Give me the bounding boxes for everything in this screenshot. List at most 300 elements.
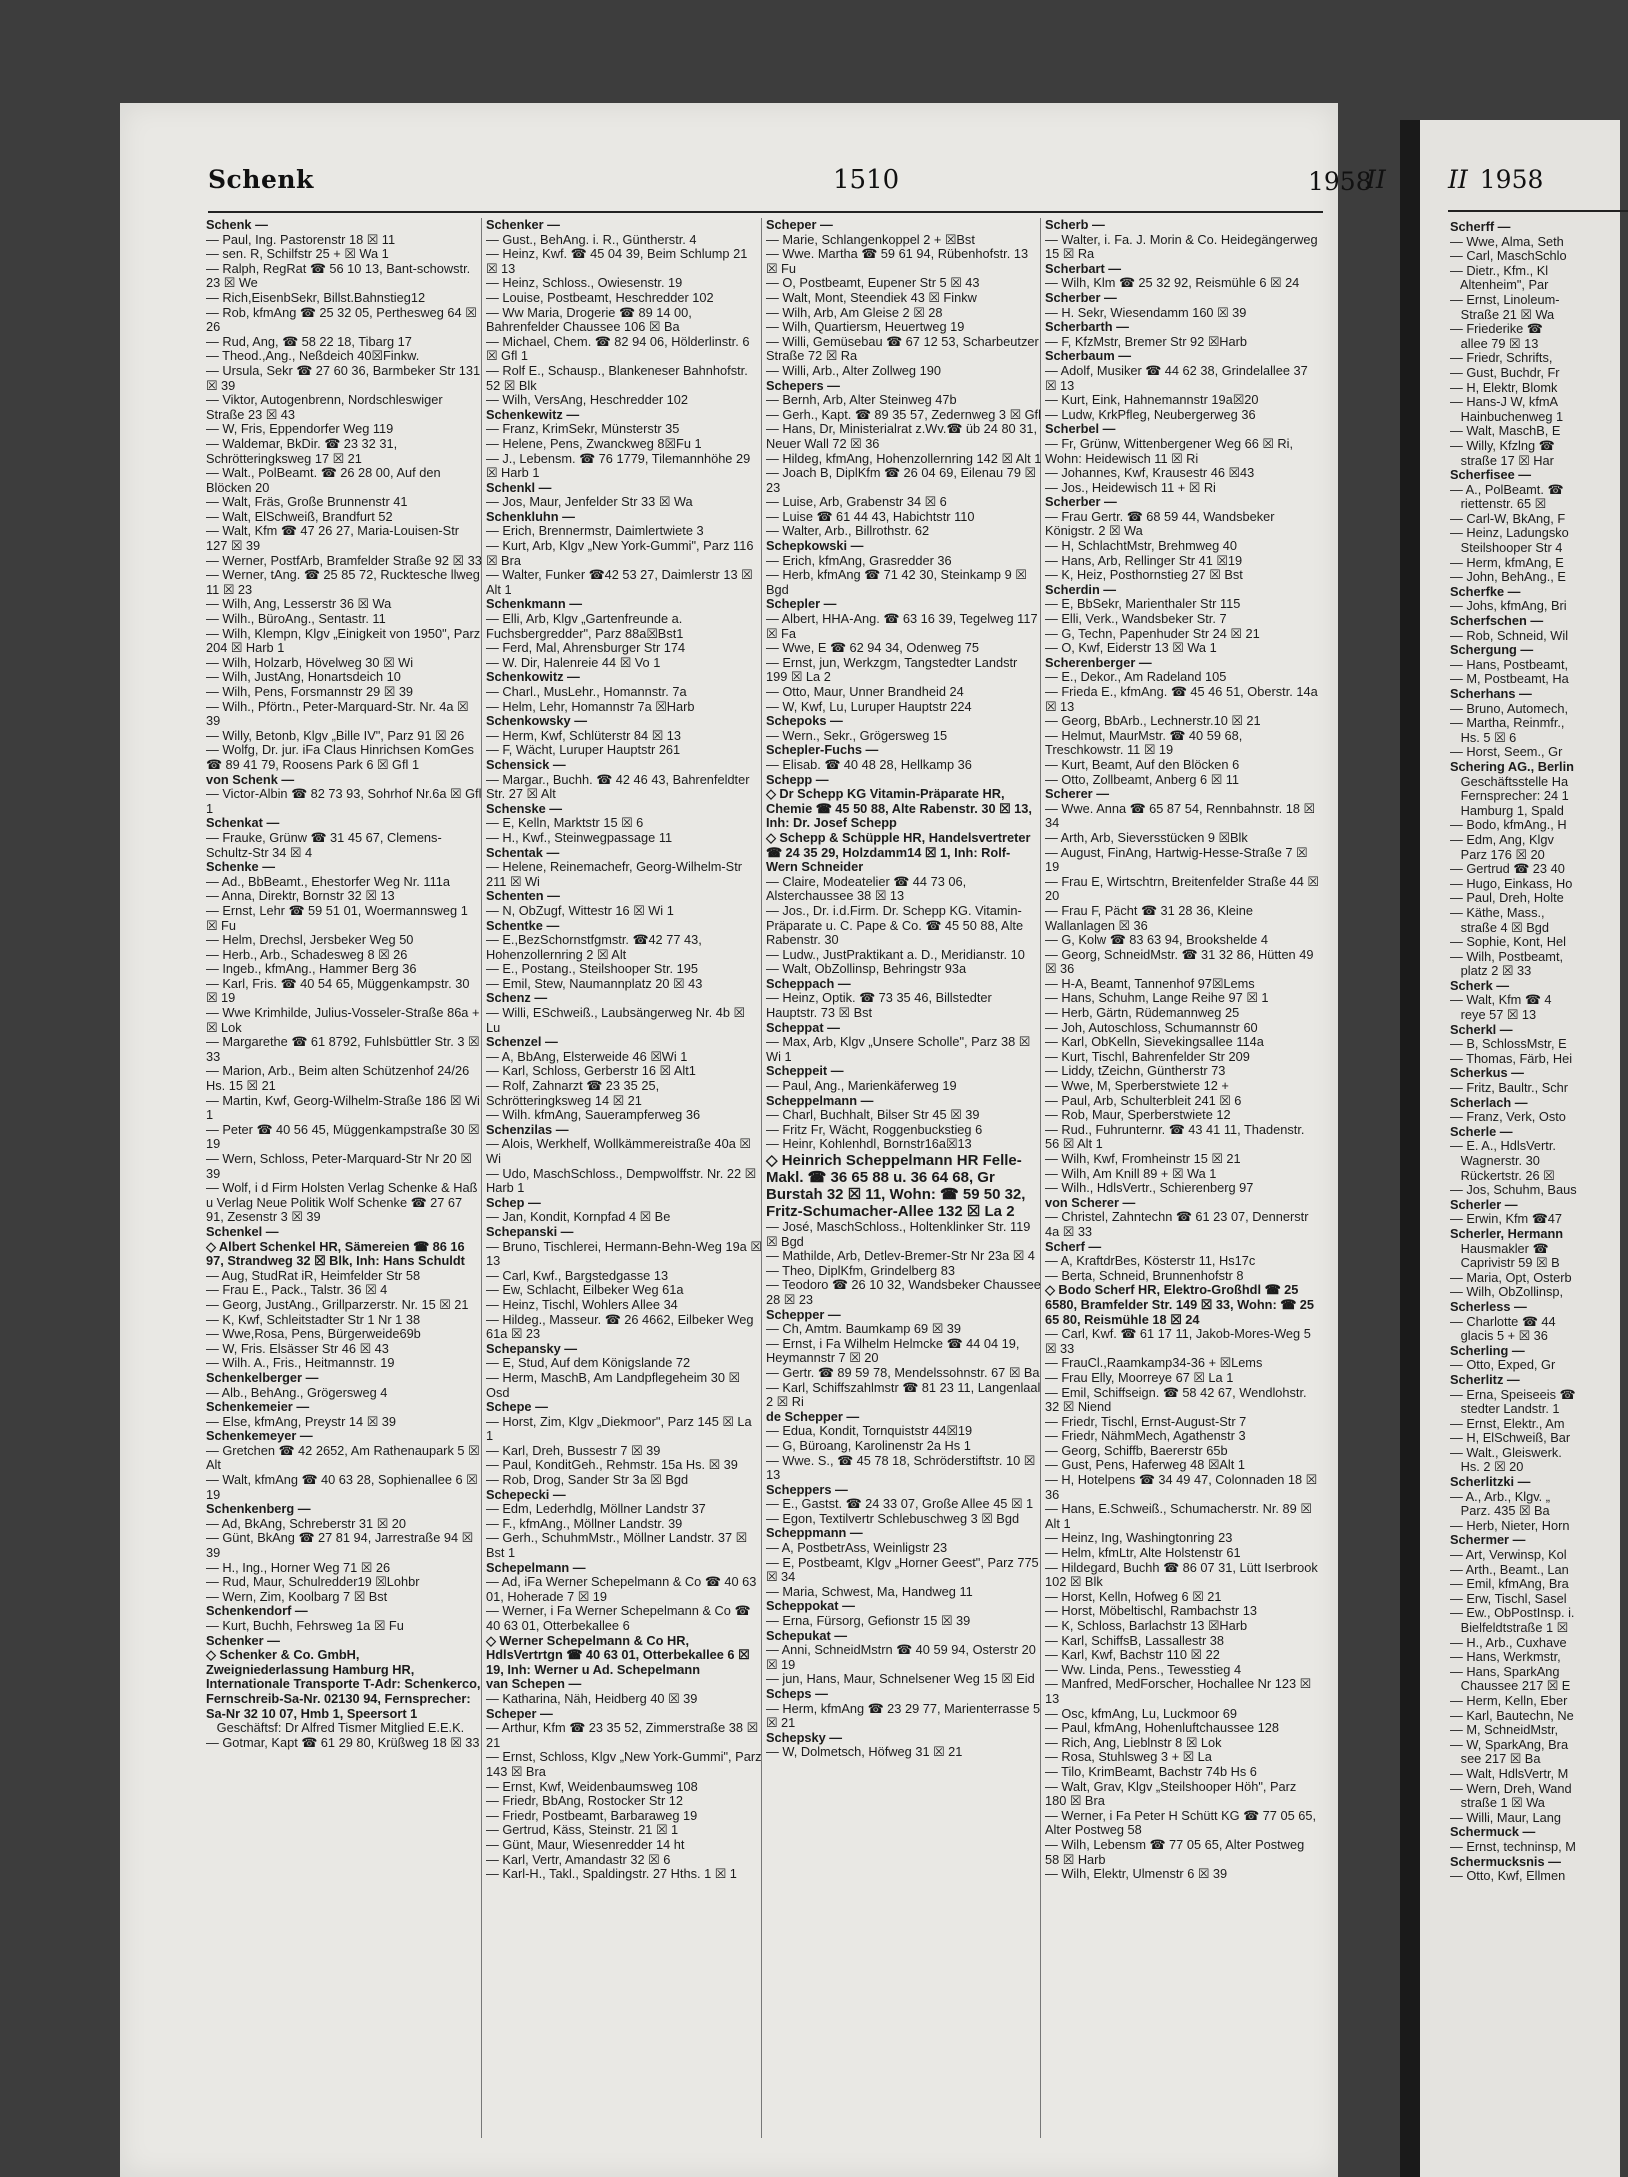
directory-entry: — Wwe. Anna ☎ 65 87 54, Rennbahnstr. 18 ☒ 34 bbox=[1045, 800, 1319, 831]
directory-entry: Scherb — bbox=[1045, 217, 1105, 232]
directory-entry: Scherer — bbox=[1045, 786, 1110, 802]
directory-entry: — Walt, HdlsVertr, M bbox=[1450, 1765, 1569, 1781]
directory-entry: Scherber — bbox=[1045, 289, 1117, 305]
directory-entry: — Karl, Kwf, Bachstr 110 ☒ 22 bbox=[1045, 1647, 1220, 1663]
directory-entry: — Hildegard, Buchh ☎ 86 07 31, Lütt Iserbrook 102 ☒ Blk bbox=[1045, 1559, 1322, 1590]
directory-entry: — Wilh., Pförtn., Peter-Marquard-Str. Nr. 4a ☒ 39 bbox=[206, 698, 473, 729]
directory-entry: — Georg, BbArb., Lechnerstr.10 ☒ 21 bbox=[1045, 713, 1261, 729]
directory-entry: — B, SchlossMstr, E bbox=[1450, 1036, 1567, 1052]
directory-entry: — Willi, Gemüsebau ☎ 67 12 53, Scharbeutzer Straße 72 ☒ Ra bbox=[766, 333, 1043, 364]
directory-entry: ◇ Werner Schepelmann & Co HR, HdlsVertrtgn ☎ 40 63 01, Otterbekallee 6 ☒ 19, Inh: Werner u Ad. Schepelmann bbox=[486, 1632, 754, 1677]
directory-entry: — Rolf E., Schausp., Blankeneser Bahnhofstr. 52 ☒ Blk bbox=[486, 362, 752, 393]
directory-entry: stedter Landstr. 1 bbox=[1450, 1401, 1560, 1417]
directory-entry: — Helmut, MaurMstr. ☎ 40 59 68, Treschkowstr. 11 ☒ 19 bbox=[1045, 727, 1246, 758]
directory-entry: — Walt, Fräs, Große Brunnenstr 41 bbox=[206, 494, 408, 510]
directory-entry: — Wern., Sekr., Grögersweg 15 bbox=[766, 727, 948, 743]
directory-entry: — Herb., Arb., Schadesweg 8 ☒ 26 bbox=[206, 946, 408, 962]
directory-entry: — Wilh, Quartiersm, Heuertweg 19 bbox=[766, 319, 965, 335]
directory-entry: — Wern, Zim, Koolbarg 7 ☒ Bst bbox=[206, 1588, 388, 1604]
directory-entry: — Frauke, Grünw ☎ 31 45 67, Clemens-Schultz-Str 34 ☒ 4 bbox=[206, 829, 442, 860]
directory-entry: — Heinz, Kwf. ☎ 45 04 39, Beim Schlump 21 ☒ 13 bbox=[486, 246, 751, 276]
directory-entry: — H. Sekr, Wiesendamm 160 ☒ 39 bbox=[1045, 304, 1247, 320]
directory-entry: — Emil, Stew, Naumannplatz 20 ☒ 43 bbox=[486, 975, 703, 991]
directory-entry: — Ad, BkAng, Schreberstr 31 ☒ 20 bbox=[206, 1515, 406, 1531]
directory-entry: — Ludw., JustPraktikant a. D., Meridianstr. 10 bbox=[766, 946, 1025, 962]
directory-entry: — John, BehAng., E bbox=[1450, 569, 1566, 585]
directory-entry: Scherff — bbox=[1450, 219, 1511, 234]
page-year: 1958 bbox=[1308, 167, 1372, 196]
directory-entry: Schering AG., Berlin bbox=[1450, 758, 1574, 774]
directory-entry: straße 1 ☒ Wa bbox=[1450, 1795, 1545, 1811]
directory-entry: — Michael, Chem. ☎ 82 94 06, Hölderlinstr. 6 ☒ Gfl 1 bbox=[486, 333, 754, 364]
directory-entry: — Edm, Ang, Klgv bbox=[1450, 831, 1554, 847]
directory-entry: — Arth, Arb, Sieversstücken 9 ☒Blk bbox=[1045, 829, 1248, 845]
directory-entry: — Berta, Schneid, Brunnenhofstr 8 bbox=[1045, 1267, 1244, 1283]
directory-entry: Scherfisee — bbox=[1450, 467, 1532, 483]
directory-entry: — Carl, MaschSchlo bbox=[1450, 248, 1567, 264]
directory-entry: Scherlitz — bbox=[1450, 1371, 1520, 1387]
directory-entry: von Schenk — bbox=[206, 771, 295, 787]
directory-entry: — Walt, MaschB, E bbox=[1450, 423, 1561, 439]
directory-entry: — Udo, MaschSchloss., Dempwolffstr. Nr. 22 ☒ Harb 1 bbox=[486, 1165, 760, 1196]
directory-entry: — Georg, JustAng., Grillparzerstr. Nr. 15 ☒ 21 bbox=[206, 1296, 469, 1312]
directory-entry: — H, Hotelpens ☎ 34 49 47, Colonnaden 18 ☒ 36 bbox=[1045, 1472, 1321, 1502]
directory-entry: — Frau Elly, Moorreye 67 ☒ La 1 bbox=[1045, 1369, 1234, 1385]
directory-entry: Schenkewitz — bbox=[486, 406, 580, 422]
directory-entry: — Rich,EisenbSekr, Billst.Bahnstieg12 bbox=[206, 289, 426, 305]
directory-entry: — A, PostbetrAss, Weinligstr 23 bbox=[766, 1540, 948, 1556]
directory-entry: — Jos., Heidewisch 11 + ☒ Ri bbox=[1045, 479, 1216, 495]
directory-entry: — M, Postbeamt, Ha bbox=[1450, 671, 1569, 687]
directory-entry: — Waldemar, BkDir. ☎ 23 32 31, Schrötteringksweg 17 ☒ 21 bbox=[206, 435, 401, 466]
directory-entry: — Wilh, Kwf, Fromheinstr 15 ☒ 21 bbox=[1045, 1151, 1241, 1166]
directory-entry: van Schepen — bbox=[486, 1676, 582, 1692]
directory-entry: — G, Techn, Papenhuder Str 24 ☒ 21 bbox=[1045, 625, 1260, 641]
directory-entry: Chaussee 217 ☒ E bbox=[1450, 1678, 1571, 1694]
directory-entry: — Wwe,Rosa, Pens, Bürgerweide69b bbox=[206, 1326, 421, 1342]
directory-entry: — Friedr, Schrifts, bbox=[1450, 350, 1553, 366]
directory-entry: — Friedr, Postbeamt, Barbaraweg 19 bbox=[486, 1807, 698, 1823]
directory-entry: Schep — bbox=[486, 1194, 541, 1210]
directory-entry: — Heinz, Ing, Washingtonring 23 bbox=[1045, 1530, 1233, 1546]
directory-entry: — H., Kwf., Steinwegpassage 11 bbox=[486, 829, 673, 845]
directory-entry: — M, SchneidMstr, bbox=[1450, 1722, 1559, 1738]
directory-entry: — A, KraftdrBes, Kösterstr 11, Hs17c bbox=[1045, 1253, 1256, 1269]
directory-entry: — Kurt, Tischl, Bahrenfelder Str 209 bbox=[1045, 1048, 1250, 1064]
directory-entry: — Horst, Seem., Gr bbox=[1450, 744, 1563, 760]
directory-entry: — Heinz, Schloss., Owiesenstr. 19 bbox=[486, 275, 683, 291]
directory-entry: — Walter, i. Fa. J. Morin & Co. Heidegängerweg 15 ☒ Ra bbox=[1045, 231, 1322, 262]
directory-entry: Schepler-Fuchs — bbox=[766, 742, 879, 758]
directory-entry: Schenkowitz — bbox=[486, 669, 580, 685]
directory-entry: — Joh, Autoschloss, Schumannstr 60 bbox=[1045, 1019, 1258, 1035]
directory-entry: — Albert, HHA-Ang. ☎ 63 16 39, Tegelweg 117 ☒ Fa bbox=[766, 611, 1042, 641]
directory-entry: — Hildeg., Masseur. ☎ 26 4662, Eilbeker Weg 61a ☒ 23 bbox=[486, 1311, 758, 1342]
directory-entry: — Günt, Maur, Wiesenredder 14 ht bbox=[486, 1836, 685, 1852]
directory-entry: — Wilh, Postbeamt, bbox=[1450, 948, 1564, 964]
directory-entry: — Edua, Kondit, Tornquiststr 44☒19 bbox=[766, 1423, 973, 1439]
directory-entry: — Claire, Modeatelier ☎ 44 73 06, Alsterchaussee 38 ☒ 13 bbox=[766, 873, 970, 904]
directory-entry: — Wilh, Holzarb, Hövelweg 30 ☒ Wi bbox=[206, 654, 414, 670]
directory-entry: Scherdin — bbox=[1045, 581, 1117, 597]
directory-entry: — Gust, Pens, Haferweg 48 ☒Alt 1 bbox=[1045, 1457, 1245, 1473]
directory-entry: — Ew, Schlacht, Eilbeker Weg 61a bbox=[486, 1282, 684, 1298]
directory-entry: — Anna, Direktr, Bornstr 32 ☒ 13 bbox=[206, 888, 395, 904]
directory-entry: — Peter ☎ 40 56 45, Müggenkampstraße 30 ☒ 19 bbox=[206, 1121, 484, 1152]
page-volume: II bbox=[1366, 165, 1386, 194]
directory-entry: Scheppokat — bbox=[766, 1598, 855, 1614]
directory-entry: Hs. 5 ☒ 6 bbox=[1450, 729, 1517, 745]
directory-entry: — Herm, MaschB, Am Landpflegeheim 30 ☒ Osd bbox=[486, 1369, 744, 1400]
directory-entry: — Carl, Kwf. ☎ 61 17 11, Jakob-Mores-Weg 5 ☒ 33 bbox=[1045, 1326, 1315, 1356]
directory-entry: — Heinz, Tischl, Wohlers Allee 34 bbox=[486, 1296, 678, 1312]
directory-entry: — G, Kolw ☎ 83 63 94, Brookshelde 4 bbox=[1045, 932, 1268, 948]
directory-entry: — Rob, Maur, Sperberstwiete 12 bbox=[1045, 1107, 1231, 1123]
directory-entry: Schenk — bbox=[206, 217, 268, 232]
directory-entry: von Scherer — bbox=[1045, 1194, 1136, 1210]
directory-entry: — Victor-Albin ☎ 82 73 93, Sohrhof Nr.6a ☒ Gfl 1 bbox=[206, 786, 485, 816]
directory-entry: — F, KfzMstr, Bremer Str 92 ☒Harb bbox=[1045, 333, 1248, 349]
directory-entry: — Louise, Postbeamt, Heschredder 102 bbox=[486, 289, 714, 305]
directory-entry: — Rob, Schneid, Wil bbox=[1450, 627, 1569, 643]
directory-entry: — Paul, Arb, Schulterbleit 241 ☒ 6 bbox=[1045, 1092, 1242, 1108]
directory-entry: — O, Kwf, Eiderstr 13 ☒ Wa 1 bbox=[1045, 640, 1217, 656]
directory-entry: — Wilh., BüroAng., Sentastr. 11 bbox=[206, 611, 386, 627]
directory-entry: ◇ Albert Schenkel HR, Sämereien ☎ 86 16 97, Strandweg 32 ☒ Blk, Inh: Hans Schuldt bbox=[206, 1238, 469, 1269]
directory-entry: — E. A., HdlsVertr. bbox=[1450, 1138, 1556, 1154]
directory-entry: — jun, Hans, Maur, Schnelsener Weg 15 ☒ Eid bbox=[766, 1671, 1035, 1687]
directory-entry: — Wilh, Pens, Forsmannstr 29 ☒ 39 bbox=[206, 684, 414, 699]
directory-entry: — Willi, Maur, Lang bbox=[1450, 1809, 1561, 1825]
directory-entry: Scherfschen — bbox=[1450, 613, 1544, 629]
directory-entry: — Helene, Pens, Zwanckweg 8☒Fu 1 bbox=[486, 435, 702, 451]
directory-entry: — Gerh., Kapt. ☎ 89 35 57, Zedernweg 3 ☒ Gfl bbox=[766, 406, 1041, 422]
directory-entry: Schepers — bbox=[766, 377, 840, 393]
directory-entry: — Art, Verwinsp, Kol bbox=[1450, 1547, 1567, 1563]
directory-entry: — Ursula, Sekr ☎ 27 60 36, Barmbeker Str 131 ☒ 39 bbox=[206, 362, 484, 393]
directory-entry: — Fritz Fr, Wächt, Roggenbuckstieg 6 bbox=[766, 1121, 983, 1137]
directory-entry: platz 2 ☒ 33 bbox=[1450, 963, 1532, 979]
directory-entry: — Else, kfmAng, Preystr 14 ☒ 39 bbox=[206, 1413, 396, 1429]
directory-entry: — Martha, Reinmfr., bbox=[1450, 715, 1565, 731]
directory-entry: Scherbaum — bbox=[1045, 348, 1132, 364]
directory-entry: — Frau E., Pack., Talstr. 36 ☒ 4 bbox=[206, 1282, 388, 1298]
directory-entry: — A., Arb., Klgv. „ bbox=[1450, 1488, 1551, 1504]
directory-entry: Schepe — bbox=[486, 1399, 548, 1415]
directory-entry: — Margarethe ☎ 61 8792, Fuhlsbüttler Str. 3 ☒ 33 bbox=[206, 1034, 484, 1064]
directory-entry: — Wwe. Martha ☎ 59 61 94, Rübenhofstr. 13 ☒ Fu bbox=[766, 246, 1032, 276]
directory-entry: — Viktor, Autogenbrenn, Nordschleswiger Straße 23 ☒ 43 bbox=[206, 392, 447, 422]
directory-entry: — K, Kwf, Schleitstadter Str 1 Nr 1 38 bbox=[206, 1311, 421, 1327]
directory-entry: — Rud., Fuhrunternr. ☎ 43 41 11, Thadenstr. 56 ☒ Alt 1 bbox=[1045, 1121, 1309, 1152]
directory-entry: — Mathilde, Arb, Detlev-Bremer-Str Nr 23a ☒ 4 bbox=[766, 1248, 1035, 1264]
directory-entry: Scherk — bbox=[1450, 977, 1510, 993]
directory-entry: — Erna, Fürsorg, Gefionstr 15 ☒ 39 bbox=[766, 1613, 971, 1629]
directory-entry: — Rich, Ang, Lieblnstr 8 ☒ Lok bbox=[1045, 1734, 1222, 1750]
directory-entry: Scherkl — bbox=[1450, 1021, 1513, 1037]
directory-entry: — Otto, Maur, Unner Brandheid 24 bbox=[766, 684, 964, 699]
directory-entry: Steilshooper Str 4 bbox=[1450, 540, 1563, 556]
directory-entry: Straße 21 ☒ Wa bbox=[1450, 306, 1555, 322]
directory-entry: allee 79 ☒ 13 bbox=[1450, 335, 1539, 351]
directory-entry: — Jos, Schuhm, Baus bbox=[1450, 1182, 1577, 1198]
directory-entry: Schepecki — bbox=[486, 1486, 566, 1502]
directory-entry: — Gertrud, Käss, Steinstr. 21 ☒ 1 bbox=[486, 1822, 679, 1838]
directory-entry: Schenkmann — bbox=[486, 596, 583, 612]
directory-entry: — Maria, Schwest, Ma, Handweg 11 bbox=[766, 1583, 973, 1599]
directory-entry: — Wilh., HdlsVertr., Schierenberg 97 bbox=[1045, 1180, 1254, 1196]
directory-entry: — Werner, i Fa Peter H Schütt KG ☎ 77 05 65, Alter Postweg 58 bbox=[1045, 1807, 1319, 1838]
directory-entry: — Hans, Werkmstr, bbox=[1450, 1649, 1561, 1665]
directory-entry: Schepanski — bbox=[486, 1223, 574, 1239]
directory-entry: Schenke — bbox=[206, 859, 275, 875]
directory-entry: Schermer — bbox=[1450, 1532, 1526, 1548]
directory-entry: Schentke — bbox=[486, 917, 560, 933]
directory-entry: — Paul, kfmAng, Hohenluftchaussee 128 bbox=[1045, 1720, 1280, 1736]
directory-entry: — Charl, Buchhalt, Bilser Str 45 ☒ 39 bbox=[766, 1107, 980, 1123]
directory-entry: — Arthur, Kfm ☎ 23 35 52, Zimmerstraße 38 ☒ 21 bbox=[486, 1720, 762, 1750]
directory-entry: Scherbart — bbox=[1045, 260, 1122, 276]
directory-entry: — Wilh, Ang, Lesserstr 36 ☒ Wa bbox=[206, 596, 392, 612]
directory-entry: — Käthe, Mass., bbox=[1450, 904, 1545, 920]
directory-entry: — H, ElSchweiß, Bar bbox=[1450, 1430, 1571, 1446]
directory-entry: — Wern, Schloss, Peter-Marquard-Str Nr 20 ☒ 39 bbox=[206, 1151, 476, 1181]
directory-entry: — Wilh, ObZollinsp, bbox=[1450, 1284, 1564, 1300]
directory-entry: — E, Kelln, Marktstr 15 ☒ 6 bbox=[486, 815, 644, 831]
directory-entry: — Wolfg, Dr. jur. iFa Claus Hinrichsen KomGes ☎ 89 41 79, Roosens Park 6 ☒ Gfl 1 bbox=[206, 742, 478, 772]
directory-entry: — W, Fris, Eppendorfer Weg 119 bbox=[206, 421, 394, 437]
directory-entry: — Wwe, M, Sperberstwiete 12 + bbox=[1045, 1078, 1229, 1094]
directory-entry: — Egon, Textilvertr Schlebuschweg 3 ☒ Bgd bbox=[766, 1510, 1020, 1526]
directory-entry: — Walt, Kfm ☎ 47 26 27, Maria-Louisen-Str 127 ☒ 39 bbox=[206, 523, 463, 554]
directory-entry: — E, BbSekr, Marienthaler Str 115 bbox=[1045, 596, 1241, 612]
directory-entry: — Willi, Arb., Alter Zollweg 190 bbox=[766, 362, 941, 378]
directory-column-2 bbox=[486, 217, 766, 2158]
directory-entry: — Willy, Betonb, Klgv „Bille IV", Parz 91 ☒ 26 bbox=[206, 727, 465, 743]
directory-entry: — Hugo, Einkass, Ho bbox=[1450, 875, 1573, 891]
directory-entry: Scherkus — bbox=[1450, 1065, 1524, 1081]
directory-entry: — Walt, Mont, Steendiek 43 ☒ Finkw bbox=[766, 289, 977, 305]
directory-entry: — E, Stud, Auf dem Königslande 72 bbox=[486, 1355, 691, 1371]
directory-entry: — Rud, Ang, ☎ 58 22 18, Tibarg 17 bbox=[206, 333, 412, 349]
directory-entry: — Georg, SchneidMstr. ☎ 31 32 86, Hütten 49 ☒ 36 bbox=[1045, 946, 1318, 977]
right-page-volume: II bbox=[1448, 165, 1468, 194]
directory-entry: — E, Postbeamt, Klgv „Horner Geest", Parz 775 ☒ 34 bbox=[766, 1554, 1043, 1585]
directory-entry: — Helm, kfmLtr, Alte Holstenstr 61 bbox=[1045, 1545, 1241, 1561]
directory-entry: Parz. 435 ☒ Ba bbox=[1450, 1503, 1550, 1519]
directory-entry: — Paul, Ing. Pastorenstr 18 ☒ 11 bbox=[206, 231, 396, 247]
directory-entry: — Friedr, Tischl, Ernst-August-Str 7 bbox=[1045, 1413, 1247, 1429]
directory-entry: — Otto, Kwf, Ellmen bbox=[1450, 1868, 1566, 1884]
directory-entry: Geschäftsf: Dr Alfred Tismer Mitglied E.E.K. bbox=[206, 1720, 465, 1736]
directory-entry: — Elli, Verk., Wandsbeker Str. 7 bbox=[1045, 611, 1227, 627]
directory-entry: — Gotmar, Kapt ☎ 61 29 80, Krüßweg 18 ☒ 33 bbox=[206, 1734, 480, 1750]
directory-entry: — Karl, Dreh, Bussestr 7 ☒ 39 bbox=[486, 1442, 661, 1458]
directory-entry: ◇ Bodo Scherf HR, Elektro-Großhdl ☎ 25 6580, Bramfelder Str. 149 ☒ 33, Wohn: ☎ 25 65 80, Reismühle 18 ☒ 24 bbox=[1045, 1282, 1318, 1327]
directory-entry: — H, SchlachtMstr, Brehmweg 40 bbox=[1045, 538, 1238, 554]
directory-entry: — H, Elektr, Blomk bbox=[1450, 379, 1558, 395]
directory-entry: Schepkowski — bbox=[766, 538, 864, 554]
directory-entry: riettenstr. 65 ☒ bbox=[1450, 496, 1547, 512]
directory-entry: Schenten — bbox=[486, 888, 560, 904]
directory-entry: Geschäftsstelle Ha bbox=[1450, 773, 1569, 789]
directory-entry: — Werner, i Fa Werner Schepelmann & Co ☎ 40 63 01, Otterbekallee 6 bbox=[486, 1603, 754, 1633]
directory-entry: — Wern, Dreh, Wand bbox=[1450, 1780, 1572, 1796]
directory-entry: — Friedr, BbAng, Rostocker Str 12 bbox=[486, 1793, 684, 1809]
directory-entry: Scheps — bbox=[766, 1686, 828, 1701]
directory-entry: — Wwe, Alma, Seth bbox=[1450, 233, 1564, 249]
directory-entry: Scheper — bbox=[766, 217, 833, 232]
directory-entry: — Walt, kfmAng ☎ 40 63 28, Sophienallee 6 ☒ 19 bbox=[206, 1472, 482, 1502]
directory-entry: — W, Kwf, Lu, Luruper Hauptstr 224 bbox=[766, 698, 972, 714]
directory-entry: glacis 5 + ☒ 36 bbox=[1450, 1328, 1548, 1344]
directory-entry: Schentak — bbox=[486, 844, 560, 860]
directory-entry: — Frau E, Wirtschtrn, Breitenfelder Straße 44 ☒ 20 bbox=[1045, 873, 1323, 904]
directory-entry: Scheppelmann — bbox=[766, 1092, 874, 1108]
directory-entry: — Maria, Opt, Osterb bbox=[1450, 1269, 1572, 1285]
directory-entry: — Johannes, Kwf, Krausestr 46 ☒43 bbox=[1045, 465, 1255, 481]
directory-entry: — Alois, Werkhelf, Wollkämmereistraße 40a ☒ Wi bbox=[486, 1136, 755, 1166]
right-page-year: 1958 bbox=[1479, 165, 1544, 194]
directory-entry: — N, ObZugf, Wittestr 16 ☒ Wi 1 bbox=[486, 902, 674, 918]
directory-entry: — Liddy, tZeichn, Güntherstr 73 bbox=[1045, 1063, 1226, 1079]
directory-entry: — August, FinAng, Hartwig-Hesse-Straße 7 ☒ 19 bbox=[1045, 844, 1312, 875]
directory-entry: — Herb, Nieter, Horn bbox=[1450, 1517, 1570, 1533]
directory-entry: — Wilh, Klm ☎ 25 32 92, Reismühle 6 ☒ 24 bbox=[1045, 275, 1300, 291]
directory-entry: — Ernst, i Fa Wilhelm Helmcke ☎ 44 04 19, Heymannstr 7 ☒ 20 bbox=[766, 1335, 1024, 1366]
directory-entry: — Tilo, KrimBeamt, Bachstr 74b Hs 6 bbox=[1045, 1763, 1257, 1779]
directory-entry: — Ad., BbBeamt., Ehestorfer Weg Nr. 111a bbox=[206, 873, 450, 889]
directory-entry: — Arth., Beamt., Lan bbox=[1450, 1561, 1569, 1577]
directory-entry: — Thomas, Färb, Hei bbox=[1450, 1050, 1573, 1066]
directory-entry: — A., PolBeamt. ☎ bbox=[1450, 481, 1564, 497]
directory-entry: — Adolf, Musiker ☎ 44 62 38, Grindelallee 37 ☒ 13 bbox=[1045, 362, 1312, 393]
directory-entry: — Rolf, Zahnarzt ☎ 23 35 25, Schrötteringksweg 14 ☒ 21 bbox=[486, 1078, 663, 1108]
directory-entry: — Rud, Maur, Schulredder19 ☒Lohbr bbox=[206, 1574, 420, 1590]
directory-column-4 bbox=[1045, 218, 1321, 2158]
directory-entry: — Otto, Exped, Gr bbox=[1450, 1357, 1556, 1373]
directory-entry: Scheper — bbox=[486, 1705, 553, 1721]
directory-entry: — Max, Arb, Klgv „Unsere Scholle", Parz 38 ☒ Wi 1 bbox=[766, 1034, 1034, 1064]
directory-entry: Schenkemeyer — bbox=[206, 1428, 313, 1444]
directory-entry: — Fritz, Baultr., Schr bbox=[1450, 1080, 1569, 1096]
directory-entry: Scherenberger — bbox=[1045, 654, 1152, 670]
directory-entry: — Elli, Arb, Klgv „Gartenfreunde a. Fuchsbergredder", Parz 88a☒Bst1 bbox=[486, 611, 686, 641]
directory-entry: — Karl, SchiffsB, Lassallestr 38 bbox=[1045, 1632, 1224, 1648]
directory-entry: — J., Lebensm. ☎ 76 1779, Tilemannhöhe 29 ☒ Harb 1 bbox=[486, 450, 754, 481]
page-number: 1510 bbox=[833, 165, 900, 195]
directory-entry: Schepler — bbox=[766, 596, 837, 612]
directory-entry: — Wwe Krimhilde, Julius-Vosseler-Straße 86a + ☒ Lok bbox=[206, 1005, 484, 1035]
directory-entry: — Alb., BehAng., Grögersweg 4 bbox=[206, 1384, 388, 1400]
directory-entry: — Bodo, kfmAng., H bbox=[1450, 817, 1567, 833]
directory-entry: — Ch, Amtm. Baumkamp 69 ☒ 39 bbox=[766, 1321, 961, 1337]
directory-entry: Scherling — bbox=[1450, 1342, 1525, 1358]
directory-entry: — Rob, kfmAng ☎ 25 32 05, Perthesweg 64 ☒ 26 bbox=[206, 304, 481, 335]
directory-entry: ◇ Heinrich Scheppelmann HR Felle-Makl. ☎ 36 65 88 u. 36 64 68, Gr Burstah 32 ☒ 11, Wohn: ☎ 59 50 32, Fritz-Schumacher-Allee 132 ☒ La 2 bbox=[766, 1152, 1030, 1220]
directory-entry: Scheppers — bbox=[766, 1481, 848, 1497]
directory-entry: — Aug, StudRat iR, Heimfelder Str 58 bbox=[206, 1267, 421, 1283]
directory-entry: — Martin, Kwf, Georg-Wilhelm-Straße 186 ☒ Wi 1 bbox=[206, 1092, 484, 1123]
directory-entry: — Joach B, DiplKfm ☎ 26 04 69, Eilenau 79 ☒ 23 bbox=[766, 465, 1040, 495]
directory-entry: — Frau Gertr. ☎ 68 59 44, Wandsbeker Königstr. 2 ☒ Wa bbox=[1045, 508, 1279, 539]
directory-entry: — Paul, Ang., Marienkäferweg 19 bbox=[766, 1078, 957, 1094]
directory-entry: — Manfred, MedForscher, Hochallee Nr 123 ☒ 13 bbox=[1045, 1676, 1315, 1706]
directory-entry: ◇ Schepp & Schüpple HR, Handelsvertreter ☎ 24 35 29, Holzdamm14 ☒ 1, Inh: Rolf-Wern Schneider bbox=[766, 829, 1034, 875]
directory-entry: — Wolf, i d Firm Holsten Verlag Schenke & Haß u Verlag Neue Politik Wolf Schenke ☎ 27 67 91, Zesenstr 3 ☒ 39 bbox=[206, 1180, 482, 1225]
directory-entry: Schenkluhn — bbox=[486, 508, 575, 524]
directory-entry: — Anni, SchneidMstrn ☎ 40 59 94, Osterstr 20 ☒ 19 bbox=[766, 1642, 1040, 1672]
directory-entry: Scherlitzki — bbox=[1450, 1474, 1531, 1490]
directory-entry: Schenkelberger — bbox=[206, 1369, 319, 1385]
directory-entry: Schenzilas — bbox=[486, 1121, 569, 1137]
directory-page-left bbox=[120, 103, 1386, 2177]
directory-entry: — Ernst, Elektr., Am bbox=[1450, 1415, 1565, 1431]
directory-entry: — Charl., MusLehr., Homannstr. 7a bbox=[486, 684, 687, 699]
directory-entry: — Hans-J W, kfmA bbox=[1450, 394, 1559, 410]
directory-entry: — Fr, Grünw, Wittenbergener Weg 66 ☒ Ri, Wohn: Heidewisch 11 ☒ Ri bbox=[1045, 435, 1297, 466]
directory-entry: — G, Büroang, Karolinenstr 2a Hs 1 bbox=[766, 1437, 971, 1453]
directory-entry: — Herb, kfmAng ☎ 71 42 30, Steinkamp 9 ☒ Bgd bbox=[766, 567, 1031, 597]
directory-entry: — W, SparkAng, Bra bbox=[1450, 1736, 1569, 1752]
directory-entry: reye 57 ☒ 13 bbox=[1450, 1007, 1537, 1023]
directory-entry: — Erich, kfmAng, Grasredder 36 bbox=[766, 552, 952, 568]
directory-entry: — Gust, Buchdr, Fr bbox=[1450, 364, 1560, 380]
directory-entry: Schenkat — bbox=[206, 815, 280, 831]
directory-entry: — Walter, Arb., Billrothstr. 62 bbox=[766, 523, 930, 539]
directory-entry: — Walt, Kfm ☎ 4 bbox=[1450, 992, 1552, 1008]
directory-entry: — Kurt, Eink, Hahnemannstr 19a☒20 bbox=[1045, 392, 1259, 408]
directory-entry: — Hans, SparkAng bbox=[1450, 1663, 1560, 1679]
directory-entry: — Wwe. S., ☎ 45 78 18, Schröderstiftstr. 10 ☒ 13 bbox=[766, 1452, 1039, 1483]
directory-entry: — Ww. Linda, Pens., Tewesstieg 4 bbox=[1045, 1661, 1242, 1677]
directory-entry: — Ad, iFa Werner Schepelmann & Co ☎ 40 63 01, Hoherade 7 ☒ 19 bbox=[486, 1574, 760, 1604]
directory-entry: — Bruno, Automech, bbox=[1450, 700, 1569, 716]
directory-entry: — Walt, ObZollinsp, Behringstr 93a bbox=[766, 961, 967, 977]
directory-entry: Schenkowsky — bbox=[486, 713, 587, 729]
directory-entry: Hamburg 1, Spald bbox=[1450, 802, 1564, 818]
directory-entry: Scherber — bbox=[1045, 494, 1117, 510]
directory-entry: Scheppat — bbox=[766, 1019, 840, 1035]
directory-entry: — Erw, Tischl, Sasel bbox=[1450, 1590, 1567, 1606]
directory-entry: — W, Fris. Elsässer Str 46 ☒ 43 bbox=[206, 1340, 389, 1356]
directory-entry: — Frieda E., kfmAng. ☎ 45 46 51, Oberstr. 14a ☒ 13 bbox=[1045, 684, 1322, 714]
directory-entry: — Paul, KonditGeh., Rehmstr. 15a Hs. ☒ 39 bbox=[486, 1457, 738, 1473]
directory-entry: — Friederike ☎ bbox=[1450, 321, 1543, 337]
directory-entry: — Otto, Zollbeamt, Anberg 6 ☒ 11 bbox=[1045, 771, 1240, 787]
directory-entry: — Wilh, Lebensm ☎ 77 05 65, Alter Postweg 58 ☒ Harb bbox=[1045, 1836, 1308, 1867]
directory-entry: — H-A, Beamt, Tannenhof 97☒Lems bbox=[1045, 975, 1255, 991]
directory-entry: — Rob, Drog, Sander Str 3a ☒ Bgd bbox=[486, 1472, 689, 1488]
directory-column-3 bbox=[766, 217, 1045, 2158]
directory-entry: — Herb, Gärtn, Rüdemannweg 25 bbox=[1045, 1005, 1240, 1021]
directory-entry: — Gerh., SchuhmMstr., Möllner Landstr. 37 ☒ Bst 1 bbox=[486, 1530, 751, 1561]
directory-entry: Schenker — bbox=[486, 217, 560, 232]
directory-entry: Scheppeit — bbox=[766, 1063, 844, 1079]
directory-entry: — Sophie, Kont, Hel bbox=[1450, 934, 1566, 950]
directory-entry: — Erwin, Kfm ☎47 bbox=[1450, 1211, 1562, 1227]
directory-entry: Scherler, Hermann bbox=[1450, 1225, 1564, 1241]
directory-entry: Schergung — bbox=[1450, 642, 1534, 658]
directory-entry: straße 4 ☒ Bgd bbox=[1450, 919, 1549, 935]
directory-entry: — Heinz, Ladungsko bbox=[1450, 525, 1569, 541]
directory-entry: — Paul, Dreh, Holte bbox=[1450, 890, 1564, 906]
directory-entry: see 217 ☒ Ba bbox=[1450, 1751, 1541, 1767]
directory-entry: — Gust., BehAng. i. R., Güntherstr. 4 bbox=[486, 231, 697, 247]
directory-entry: — Hans, E.Schweiß., Schumacherstr. Nr. 89 ☒ Alt 1 bbox=[1045, 1501, 1315, 1531]
directory-entry: — Franz, KrimSekr, Münsterstr 35 bbox=[486, 421, 680, 437]
directory-entry: — Bernh, Arb, Alter Steinweg 47b bbox=[766, 392, 957, 408]
